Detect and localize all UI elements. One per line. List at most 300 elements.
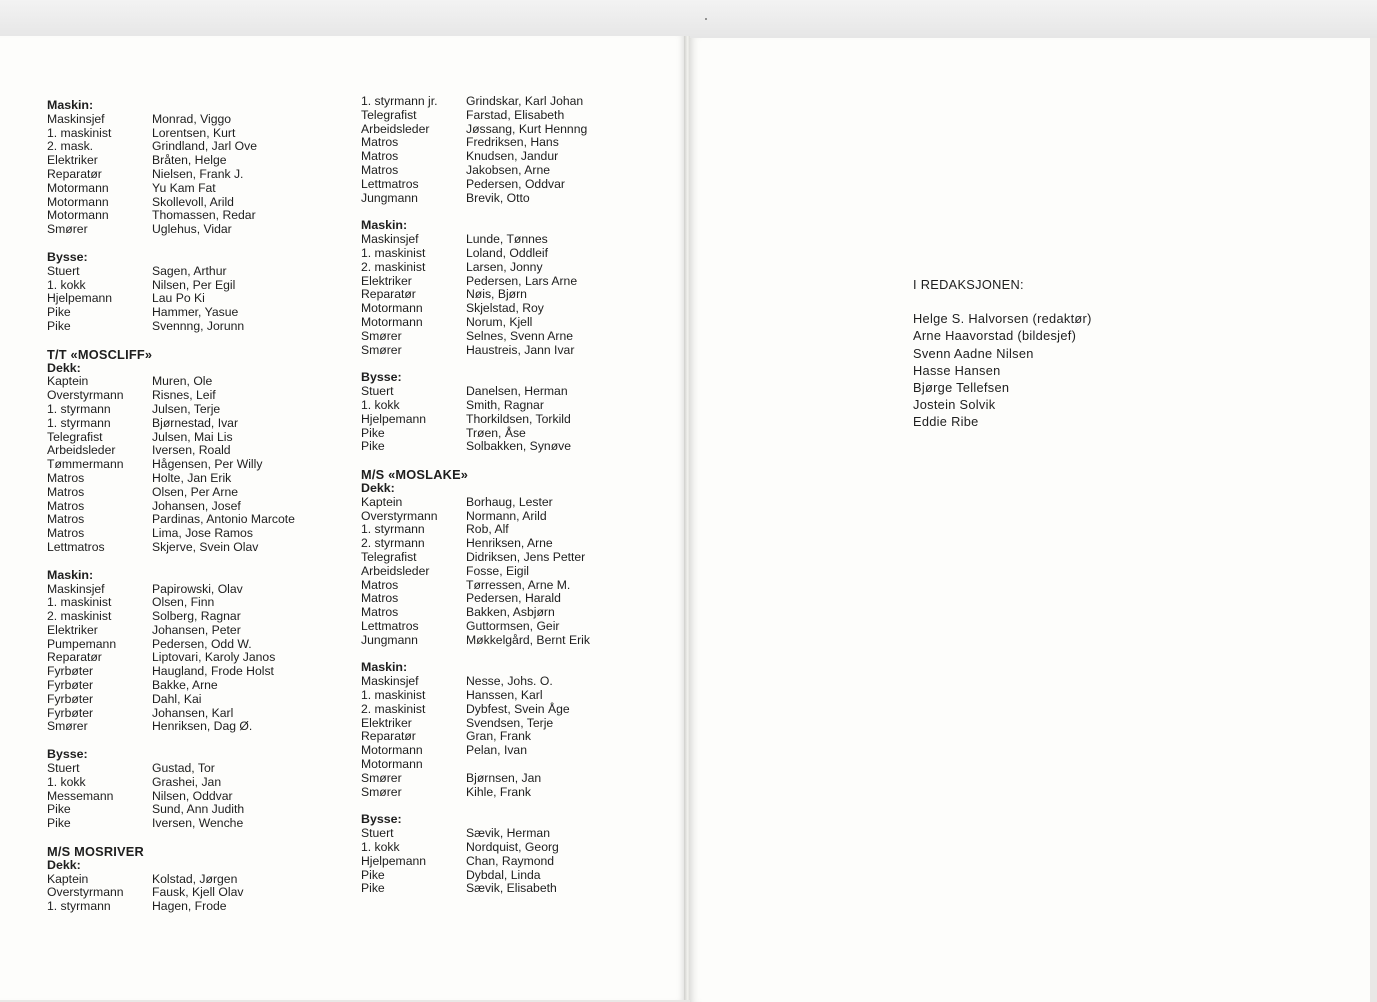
crew-role: Motormann — [47, 180, 109, 195]
crew-member-name: Nøis, Bjørn — [466, 287, 527, 302]
crew-role: Smører — [361, 784, 402, 799]
crew-member-name: Svendsen, Terje — [466, 715, 554, 730]
crew-member-name: Pedersen, Harald — [466, 591, 561, 606]
crew-row — [361, 634, 661, 648]
crew-member-name: Didriksen, Jens Petter — [466, 549, 586, 564]
crew-row — [47, 182, 347, 196]
department-heading: Bysse: — [361, 812, 402, 827]
department-heading: Dekk: — [361, 480, 395, 495]
crew-member-name: Monrad, Viggo — [152, 111, 232, 126]
department-heading: Maskin: — [361, 660, 408, 675]
crew-row — [361, 136, 661, 150]
crew-row — [47, 113, 347, 127]
crew-row — [361, 385, 661, 399]
crew-member-name: Fausk, Kjell Olav — [152, 885, 244, 900]
crew-member-name: Sævik, Elisabeth — [466, 881, 557, 896]
crew-section — [361, 219, 661, 357]
crew-role: Elektriker — [361, 715, 412, 730]
crew-row — [47, 486, 347, 500]
crew-role: Fyrbøter — [47, 705, 94, 720]
crew-member-name: Hanssen, Karl — [466, 688, 543, 703]
crew-row — [361, 758, 661, 772]
crew-role: Pike — [361, 867, 385, 882]
ship-name: M/S MOSRIVER — [47, 844, 144, 860]
crew-member-name: Julsen, Terje — [152, 401, 221, 416]
crew-column-1 — [47, 99, 347, 928]
crew-member-name: Henriksen, Arne — [466, 536, 553, 551]
crew-role: Elektriker — [361, 273, 412, 288]
crew-role: Arbeidsleder — [361, 563, 430, 578]
crew-row — [47, 693, 347, 707]
crew-role: Motormann — [361, 743, 423, 758]
crew-role: Pike — [47, 816, 71, 831]
crew-member-name: Bjørnestad, Ivar — [152, 415, 239, 430]
crew-role: 1. maskinist — [361, 688, 426, 703]
crew-member-name: Knudsen, Jandur — [466, 149, 559, 164]
crew-row — [47, 665, 347, 679]
crew-role: Hjelpemann — [47, 291, 113, 306]
crew-member-name: Skjerve, Svein Olav — [152, 539, 259, 554]
crew-row — [47, 306, 347, 320]
crew-row — [47, 541, 347, 555]
crew-row — [361, 427, 661, 441]
crew-row — [47, 375, 347, 389]
crew-row — [361, 855, 661, 869]
ship-name: T/T «MOSCLIFF» — [47, 346, 153, 362]
crew-member-name: Pardinas, Antonio Marcote — [152, 512, 295, 527]
crew-member-name: Johansen, Karl — [152, 705, 234, 720]
crew-member-name: Danelsen, Herman — [466, 384, 568, 399]
crew-member-name: Yu Kam Fat — [152, 180, 216, 195]
crew-role: Lettmatros — [361, 618, 419, 633]
crew-member-name: Kolstad, Jørgen — [152, 871, 238, 886]
crew-member-name: Hagen, Frode — [152, 899, 227, 914]
crew-role: 1. styrmann — [361, 522, 425, 537]
crew-row — [361, 689, 661, 703]
crew-row — [361, 730, 661, 744]
crew-role: 2. mask. — [47, 139, 94, 154]
crew-row — [47, 431, 347, 445]
crew-section — [47, 251, 347, 334]
crew-row — [361, 261, 661, 275]
crew-row — [361, 510, 661, 524]
crew-member-name: Papirowski, Olav — [152, 581, 243, 596]
editorial-member: Eddie Ribe — [913, 414, 979, 430]
crew-member-name: Hammer, Yasue — [152, 305, 239, 320]
crew-row — [361, 869, 661, 883]
crew-role: Reparatør — [361, 287, 416, 302]
crew-member-name: Lima, Jose Ramos — [152, 526, 253, 541]
crew-role: Hjelpemann — [361, 853, 427, 868]
department-heading: Dekk: — [47, 360, 81, 375]
crew-role: Maskinsjef — [47, 111, 105, 126]
crew-role: Motormann — [47, 208, 109, 223]
crew-row — [47, 776, 347, 790]
crew-role: 2. maskinist — [47, 609, 112, 624]
crew-role: Stuert — [361, 384, 394, 399]
crew-row — [47, 196, 347, 210]
crew-row — [361, 551, 661, 565]
crew-role: Pike — [47, 802, 71, 817]
crew-member-name: Johansen, Peter — [152, 622, 241, 637]
crew-member-name: Olsen, Finn — [152, 595, 215, 610]
crew-row — [47, 417, 347, 431]
crew-row — [47, 873, 347, 887]
crew-role: Matros — [361, 149, 399, 164]
crew-member-name: Loland, Oddleif — [466, 245, 548, 260]
crew-role: Matros — [361, 605, 399, 620]
crew-role: Reparatør — [47, 166, 102, 181]
crew-role: 1. styrmann — [47, 415, 111, 430]
crew-role: Matros — [47, 512, 85, 527]
scan-background-strip — [0, 0, 1377, 38]
crew-member-name: Uglehus, Vidar — [152, 222, 232, 237]
crew-role: Pumpemann — [47, 636, 117, 651]
crew-row — [47, 596, 347, 610]
crew-section — [361, 468, 661, 647]
crew-member-name: Lau Po Ki — [152, 291, 205, 306]
crew-member-name: Normann, Arild — [466, 508, 547, 523]
crew-row — [47, 513, 347, 527]
crew-section — [361, 661, 661, 799]
crew-row — [361, 440, 661, 454]
crew-row — [361, 316, 661, 330]
crew-row — [47, 638, 347, 652]
crew-row — [361, 233, 661, 247]
crew-row — [47, 209, 347, 223]
crew-row — [47, 292, 347, 306]
crew-row — [361, 288, 661, 302]
crew-member-name: Skjelstad, Roy — [466, 301, 544, 316]
crew-row — [361, 523, 661, 537]
crew-role: 1. kokk — [361, 397, 400, 412]
crew-member-name: Muren, Ole — [152, 374, 213, 389]
crew-role: Reparatør — [361, 729, 416, 744]
crew-role: 1. kokk — [361, 840, 400, 855]
crew-member-name: Thorkildsen, Torkild — [466, 411, 571, 426]
crew-member-name: Solberg, Ragnar — [152, 609, 241, 624]
crew-member-name: Julsen, Mai Lis — [152, 429, 233, 444]
crew-role: Motormann — [47, 194, 109, 209]
crew-row — [361, 772, 661, 786]
editorial-member: Arne Haavorstad (bildesjef) — [913, 328, 1077, 344]
crew-member-name: Pelan, Ivan — [466, 743, 527, 758]
crew-row — [361, 95, 661, 109]
crew-row — [47, 527, 347, 541]
crew-role: Tømmermann — [47, 457, 124, 472]
crew-role: 1. styrmann jr. — [361, 94, 438, 108]
crew-role: Elektriker — [47, 622, 98, 637]
department-heading: Bysse: — [47, 747, 88, 762]
crew-member-name: Pedersen, Lars Arne — [466, 273, 578, 288]
crew-row — [361, 882, 661, 896]
crew-member-name: Nesse, Johs. O. — [466, 674, 553, 689]
crew-row — [47, 223, 347, 237]
crew-member-name: Grashei, Jan — [152, 774, 222, 789]
crew-row — [47, 679, 347, 693]
crew-row — [47, 583, 347, 597]
crew-row — [361, 537, 661, 551]
crew-member-name: Farstad, Elisabeth — [466, 107, 565, 122]
crew-row — [361, 786, 661, 800]
crew-member-name: Nilsen, Per Egil — [152, 277, 236, 292]
crew-role: 2. maskinist — [361, 701, 426, 716]
crew-member-name: Bjørnsen, Jan — [466, 770, 542, 785]
crew-row — [47, 444, 347, 458]
crew-role: Telegrafist — [47, 429, 103, 444]
crew-row — [361, 606, 661, 620]
ship-name: M/S «MOSLAKE» — [361, 467, 469, 483]
crew-row — [361, 744, 661, 758]
crew-member-name: Iversen, Roald — [152, 443, 231, 458]
crew-member-name: Iversen, Wenche — [152, 816, 244, 831]
crew-row — [361, 164, 661, 178]
crew-member-name: Borhaug, Lester — [466, 494, 553, 509]
crew-member-name: Henriksen, Dag Ø. — [152, 719, 253, 734]
crew-member-name: Fosse, Eigil — [466, 563, 529, 578]
crew-role: Arbeidsleder — [47, 443, 116, 458]
crew-role: Matros — [361, 162, 399, 177]
crew-row — [47, 265, 347, 279]
crew-member-name: Trøen, Åse — [466, 425, 526, 440]
crew-section — [47, 748, 347, 831]
crew-member-name: Johansen, Josef — [152, 498, 241, 513]
crew-member-name: Larsen, Jonny — [466, 259, 543, 274]
crew-role: Smører — [47, 222, 88, 237]
crew-role: Smører — [361, 342, 402, 357]
crew-row — [47, 154, 347, 168]
crew-row — [47, 389, 347, 403]
crew-role: Matros — [47, 498, 85, 513]
crew-role: Pike — [47, 305, 71, 320]
crew-member-name: Holte, Jan Erik — [152, 470, 232, 485]
crew-member-name: Møkkelgård, Bernt Erik — [466, 632, 590, 647]
crew-member-name: Nilsen, Oddvar — [152, 788, 233, 803]
crew-member-name: Gustad, Tor — [152, 761, 215, 776]
crew-role: Fyrbøter — [47, 664, 94, 679]
crew-row — [47, 720, 347, 734]
crew-member-name: Sævik, Herman — [466, 826, 550, 841]
crew-row — [361, 565, 661, 579]
crew-role: Lettmatros — [361, 176, 419, 191]
scan-speck — [705, 18, 707, 20]
crew-row — [361, 717, 661, 731]
crew-role: 1. kokk — [47, 277, 86, 292]
department-heading: Maskin: — [47, 567, 94, 582]
crew-role: Telegrafist — [361, 549, 417, 564]
crew-role: 1. kokk — [47, 774, 86, 789]
crew-row — [47, 817, 347, 831]
crew-role: Stuert — [47, 761, 80, 776]
crew-row — [361, 496, 661, 510]
crew-member-name: Sagen, Arthur — [152, 263, 227, 278]
editorial-member: Svenn Aadne Nilsen — [913, 345, 1034, 361]
crew-role: 1. maskinist — [47, 125, 112, 140]
crew-role: Telegrafist — [361, 107, 417, 122]
crew-member-name: Grindland, Jarl Ove — [152, 139, 257, 154]
crew-role: Overstyrmann — [47, 885, 124, 900]
crew-row — [47, 472, 347, 486]
crew-role: Pike — [47, 318, 71, 333]
crew-role: Matros — [47, 526, 85, 541]
crew-role: Pike — [361, 425, 385, 440]
crew-role: 2. styrmann — [361, 536, 425, 551]
crew-role: Matros — [361, 135, 399, 150]
crew-row — [361, 330, 661, 344]
crew-section — [47, 845, 347, 914]
crew-member-name: Pedersen, Oddvar — [466, 176, 565, 191]
crew-row — [47, 707, 347, 721]
crew-member-name: Jakobsen, Arne — [466, 162, 551, 177]
department-heading: Dekk: — [47, 857, 81, 872]
crew-row — [361, 841, 661, 855]
crew-row — [47, 610, 347, 624]
crew-role: Matros — [47, 484, 85, 499]
crew-member-name: Hågensen, Per Willy — [152, 457, 263, 472]
crew-role: Kaptein — [47, 374, 89, 389]
crew-member-name: Tørressen, Arne M. — [466, 577, 571, 592]
crew-member-name: Bakke, Arne — [152, 678, 218, 693]
crew-role: Smører — [47, 719, 88, 734]
crew-member-name: Lorentsen, Kurt — [152, 125, 236, 140]
crew-row — [361, 592, 661, 606]
crew-role: 2. maskinist — [361, 259, 426, 274]
crew-row — [47, 403, 347, 417]
crew-role: Arbeidsleder — [361, 121, 430, 136]
crew-role: Fyrbøter — [47, 678, 94, 693]
crew-member-name: Rob, Alf — [466, 522, 509, 537]
crew-role: 1. styrmann — [47, 401, 111, 416]
crew-member-name: Olsen, Per Arne — [152, 484, 239, 499]
crew-row — [47, 140, 347, 154]
crew-row — [47, 500, 347, 514]
crew-row — [47, 127, 347, 141]
crew-member-name: Bakken, Asbjørn — [466, 605, 555, 620]
department-heading: Maskin: — [361, 218, 408, 233]
crew-role: Maskinsjef — [361, 232, 419, 247]
crew-role: Matros — [361, 591, 399, 606]
crew-row — [47, 803, 347, 817]
crew-role: Messemann — [47, 788, 114, 803]
crew-section — [47, 348, 347, 555]
crew-role: Pike — [361, 881, 385, 896]
crew-section — [361, 95, 661, 205]
crew-row — [47, 458, 347, 472]
crew-member-name: Risnes, Leif — [152, 388, 216, 403]
crew-column-2 — [361, 95, 661, 910]
crew-role: Motormann — [361, 301, 423, 316]
crew-role: 1. maskinist — [47, 595, 112, 610]
crew-row — [361, 275, 661, 289]
crew-role: Overstyrmann — [47, 388, 124, 403]
editorial-member: Hasse Hansen — [913, 362, 1001, 378]
crew-row — [47, 624, 347, 638]
crew-member-name: Brevik, Otto — [466, 190, 530, 205]
crew-member-name: Sund, Ann Judith — [152, 802, 245, 817]
crew-member-name: Grindskar, Karl Johan — [466, 94, 584, 108]
crew-role: 1. maskinist — [361, 245, 426, 260]
crew-member-name: Pedersen, Odd W. — [152, 636, 252, 651]
crew-member-name: Kihle, Frank — [466, 784, 532, 799]
crew-role: Matros — [47, 470, 85, 485]
crew-section — [47, 569, 347, 735]
crew-member-name: Dybdal, Linda — [466, 867, 541, 882]
crew-row — [47, 762, 347, 776]
crew-row — [47, 886, 347, 900]
crew-role: Hjelpemann — [361, 411, 427, 426]
crew-row — [47, 279, 347, 293]
editorial-member-list — [913, 310, 1092, 430]
crew-member-name: Dybfest, Svein Åge — [466, 701, 570, 716]
crew-role: Jungmann — [361, 190, 418, 205]
crew-member-name: Solbakken, Synøve — [466, 439, 572, 454]
crew-row — [361, 123, 661, 137]
crew-role: Kaptein — [361, 494, 403, 509]
crew-row — [47, 651, 347, 665]
crew-member-name: Gran, Frank — [466, 729, 532, 744]
crew-member-name: Fredriksen, Hans — [466, 135, 559, 150]
crew-member-name: Guttormsen, Geir — [466, 618, 560, 633]
crew-role: Smører — [361, 328, 402, 343]
crew-row — [361, 178, 661, 192]
crew-row — [361, 579, 661, 593]
crew-role: Fyrbøter — [47, 691, 94, 706]
editorial-member: Jostein Solvik — [913, 397, 996, 413]
crew-member-name: Haugland, Frode Holst — [152, 664, 274, 679]
crew-row — [47, 790, 347, 804]
crew-member-name: Svennng, Jorunn — [152, 318, 245, 333]
editorial-member: Helge S. Halvorsen (redaktør) — [913, 311, 1092, 327]
crew-role: Maskinsjef — [361, 674, 419, 689]
crew-role: Elektriker — [47, 153, 98, 168]
crew-role: Motormann — [361, 757, 423, 772]
crew-member-name: Skollevoll, Arild — [152, 194, 234, 209]
crew-role: Smører — [361, 770, 402, 785]
crew-member-name: Norum, Kjell — [466, 314, 533, 329]
crew-role: Overstyrmann — [361, 508, 438, 523]
crew-role: Kaptein — [47, 871, 89, 886]
crew-role: Lettmatros — [47, 539, 105, 554]
right-page — [690, 38, 1370, 1002]
crew-row — [47, 900, 347, 914]
crew-member-name: Bråten, Helge — [152, 153, 227, 168]
crew-section — [47, 99, 347, 237]
crew-member-name: Smith, Ragnar — [466, 397, 544, 412]
crew-member-name: Nielsen, Frank J. — [152, 166, 244, 181]
crew-role: Jungmann — [361, 632, 418, 647]
crew-role: 1. styrmann — [47, 899, 111, 914]
crew-row — [361, 675, 661, 689]
crew-member-name: Chan, Raymond — [466, 853, 555, 868]
crew-role: Maskinsjef — [47, 581, 105, 596]
crew-role: Pike — [361, 439, 385, 454]
crew-row — [361, 192, 661, 206]
crew-row — [361, 399, 661, 413]
crew-row — [361, 302, 661, 316]
editorial-team — [913, 276, 1092, 431]
crew-row — [361, 247, 661, 261]
crew-role: Matros — [361, 577, 399, 592]
crew-role: Motormann — [361, 314, 423, 329]
department-heading: Bysse: — [361, 370, 402, 385]
crew-section — [361, 813, 661, 896]
crew-row — [361, 413, 661, 427]
department-heading: Maskin: — [47, 98, 94, 112]
crew-row — [47, 168, 347, 182]
crew-row — [361, 109, 661, 123]
crew-member-name: Thomassen, Redar — [152, 208, 256, 223]
crew-role: Reparatør — [47, 650, 102, 665]
